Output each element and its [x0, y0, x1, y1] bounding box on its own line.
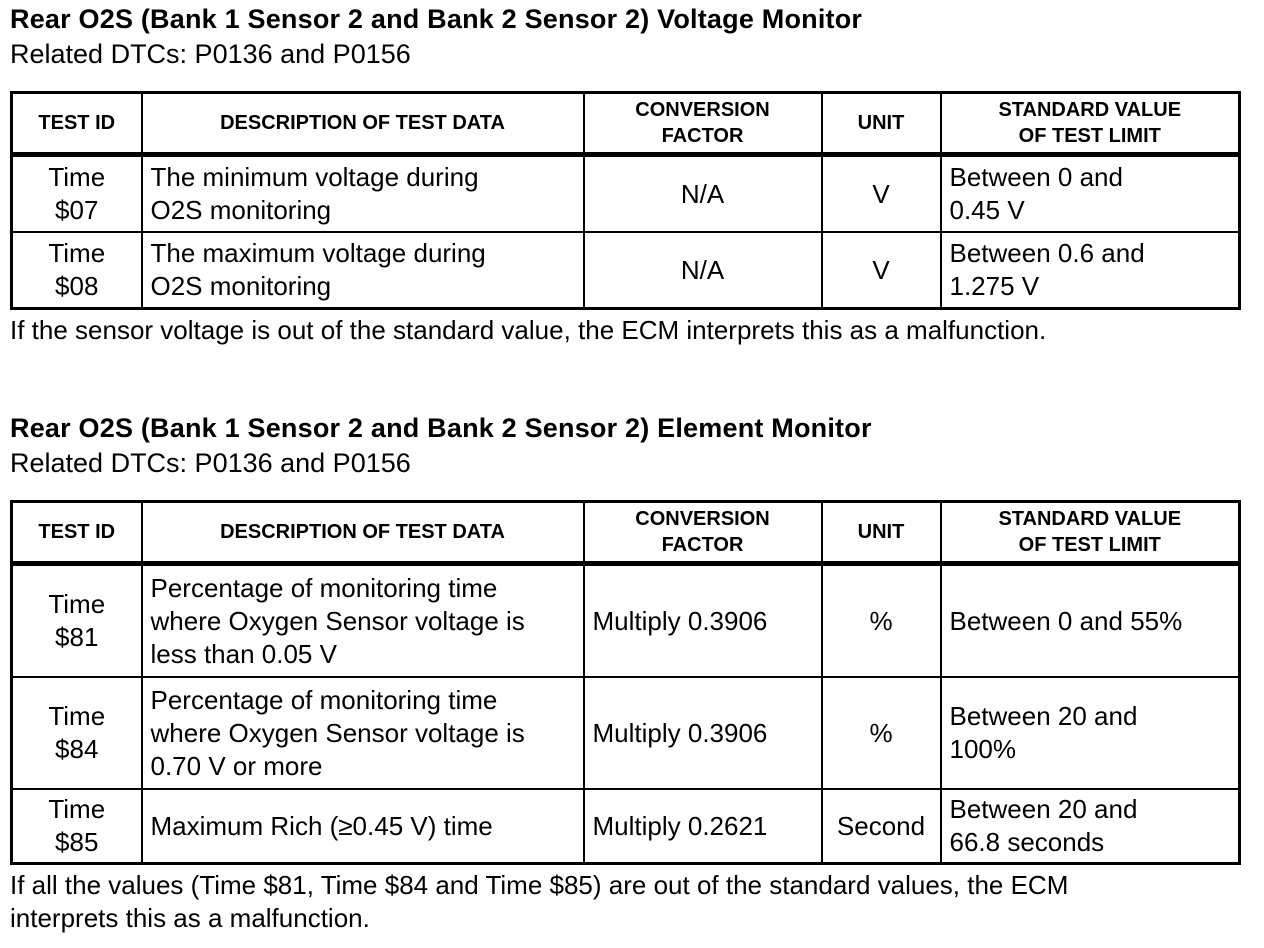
unit-cell: V: [822, 155, 941, 233]
description-cell: The maximum voltage during O2S monitoring: [142, 232, 584, 309]
table-header-row: [12, 93, 1240, 155]
description-cell: Percentage of monitoring time where Oxygen Sensor voltage is less than 0.05 V: [142, 564, 584, 678]
conversion-cell: N/A: [584, 155, 822, 233]
header-description: DESCRIPTION OF TEST DATA: [142, 93, 584, 155]
table-row: [12, 677, 1240, 789]
element-monitor-table: [10, 500, 1241, 865]
table-row: [12, 155, 1240, 233]
standard-value-cell: Between 20 and 66.8 seconds: [941, 789, 1240, 864]
description-cell: Percentage of monitoring time where Oxygen Sensor voltage is 0.70 V or more: [142, 677, 584, 789]
standard-value-cell: Between 0.6 and 1.275 V: [941, 232, 1240, 309]
test-id-cell: Time $84: [12, 677, 142, 789]
section-title: Rear O2S (Bank 1 Sensor 2 and Bank 2 Sensor 2) Element Monitor: [10, 413, 872, 443]
test-id-cell: Time $85: [12, 789, 142, 864]
test-id-cell: Time $07: [12, 155, 142, 233]
conversion-cell: Multiply 0.3906: [584, 677, 822, 789]
section-title: Rear O2S (Bank 1 Sensor 2 and Bank 2 Sensor 2) Voltage Monitor: [10, 4, 863, 34]
unit-cell: %: [822, 564, 941, 678]
table-row: [12, 564, 1240, 678]
header-test-id: TEST ID: [12, 502, 142, 564]
header-description: DESCRIPTION OF TEST DATA: [142, 502, 584, 564]
header-conversion-factor: CONVERSION FACTOR: [584, 93, 822, 155]
test-id-cell: Time $81: [12, 564, 142, 678]
conversion-cell: N/A: [584, 232, 822, 309]
table-row: [12, 789, 1240, 864]
header-unit: UNIT: [822, 93, 941, 155]
description-cell: The minimum voltage during O2S monitoring: [142, 155, 584, 233]
header-standard-value: STANDARD VALUE OF TEST LIMIT: [941, 502, 1240, 564]
malfunction-note: If all the values (Time $81, Time $84 and Time $85) are out of the standard values, the ECM interprets this as a malfunction.: [10, 870, 1069, 933]
standard-value-cell: Between 0 and 0.45 V: [941, 155, 1240, 233]
voltage-monitor-section: [10, 2, 1238, 347]
description-cell: Maximum Rich (≥0.45 V) time: [142, 789, 584, 864]
header-standard-value: STANDARD VALUE OF TEST LIMIT: [941, 93, 1240, 155]
header-test-id: TEST ID: [12, 93, 142, 155]
unit-cell: V: [822, 232, 941, 309]
table-row: [12, 232, 1240, 309]
voltage-monitor-table: [10, 91, 1241, 310]
standard-value-cell: Between 20 and 100%: [941, 677, 1240, 789]
element-monitor-section: [10, 411, 1238, 935]
test-id-cell: Time $08: [12, 232, 142, 309]
conversion-cell: Multiply 0.2621: [584, 789, 822, 864]
header-conversion-factor: CONVERSION FACTOR: [584, 502, 822, 564]
standard-value-cell: Between 0 and 55%: [941, 564, 1240, 678]
conversion-cell: Multiply 0.3906: [584, 564, 822, 678]
malfunction-note: If the sensor voltage is out of the standard value, the ECM interprets this as a malfunction.: [10, 315, 1047, 345]
unit-cell: Second: [822, 789, 941, 864]
related-dtcs: Related DTCs: P0136 and P0156: [10, 448, 411, 478]
related-dtcs: Related DTCs: P0136 and P0156: [10, 39, 411, 69]
table-header-row: [12, 502, 1240, 564]
header-unit: UNIT: [822, 502, 941, 564]
unit-cell: %: [822, 677, 941, 789]
